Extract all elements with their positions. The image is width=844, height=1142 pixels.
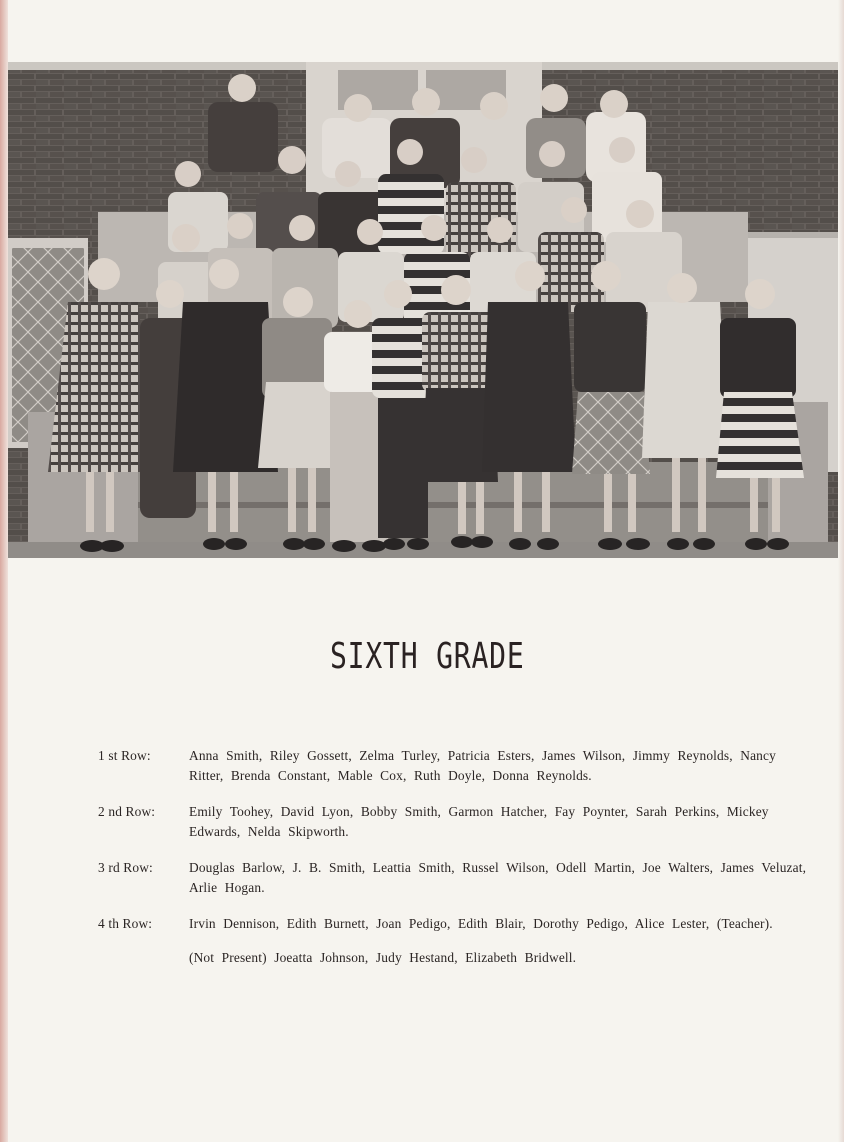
page-edge-left: [0, 0, 8, 1142]
row-names: Anna Smith, Riley Gossett, Zelma Turley, Patricia Esters, James Wilson, Jimmy Reynolds, Nancy Ritter, Brenda Constant, Mable Cox, Ruth Doyle, Donna Reynolds.: [189, 748, 776, 783]
row-label: 4 th Row:: [98, 916, 153, 931]
page-title: SIXTH GRADE: [329, 636, 525, 677]
page-edge-right: [838, 0, 844, 1142]
not-present-line: (Not Present) Joeatta Johnson, Judy Hestand, Elizabeth Bridwell.: [189, 950, 577, 965]
row-3: [98, 858, 808, 898]
row-names: Emily Toohey, David Lyon, Bobby Smith, Garmon Hatcher, Fay Poynter, Sarah Perkins, Mickey Edwards, Nelda Skipworth.: [189, 804, 769, 839]
row-label: 2 nd Row:: [98, 804, 156, 819]
row-caption-list: [98, 746, 808, 968]
class-photo: [8, 62, 838, 558]
row-label: 3 rd Row:: [98, 860, 153, 875]
row-1: [98, 746, 808, 786]
row-names: Irvin Dennison, Edith Burnett, Joan Pedigo, Edith Blair, Dorothy Pedigo, Alice Lester, (Teacher).: [189, 916, 773, 931]
row-label: 1 st Row:: [98, 748, 151, 763]
row-names: Douglas Barlow, J. B. Smith, Leattia Smith, Russel Wilson, Odell Martin, Joe Walters, James Veluzat, Arlie Hogan.: [189, 860, 807, 895]
row-2: [98, 802, 808, 842]
row-4: [98, 914, 808, 934]
